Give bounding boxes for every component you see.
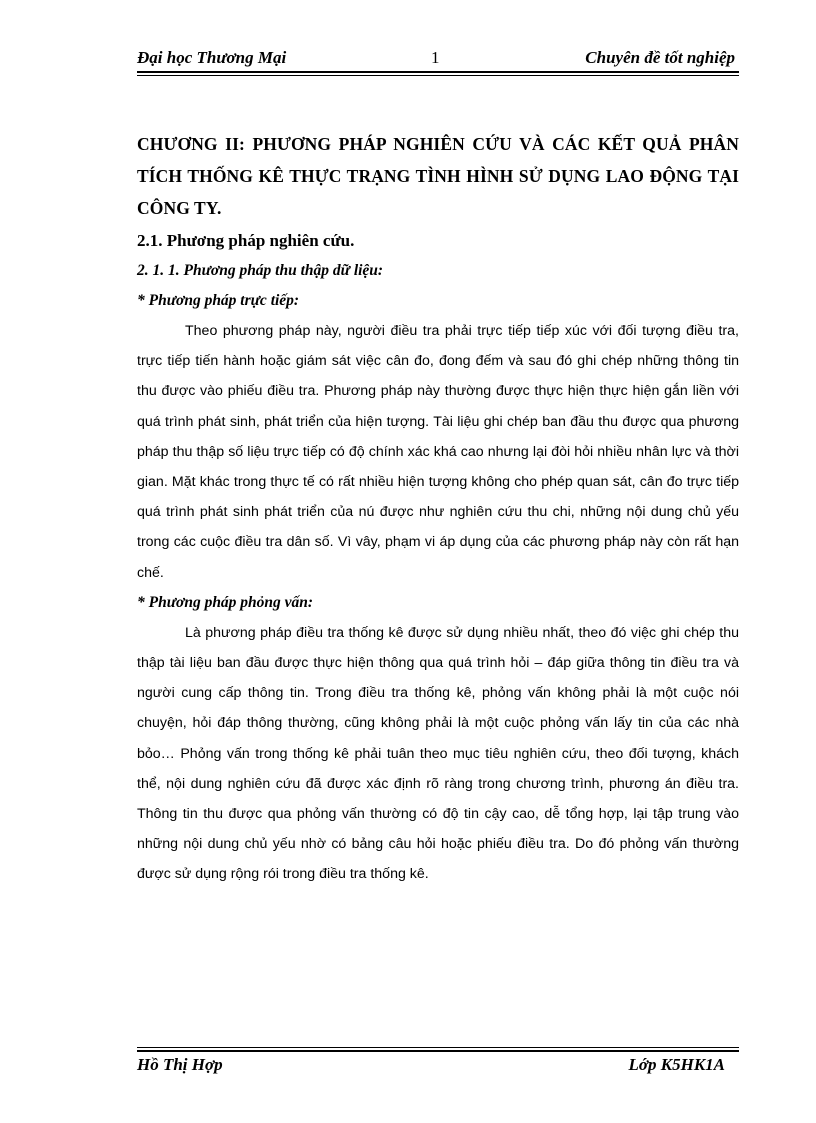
section-heading: 2.1. Phương pháp nghiên cứu. <box>137 231 355 250</box>
method-interview-paragraph: Là phương pháp điều tra thống kê được sử dụng nhiều nhất, theo đó việc ghi chép thu thập tài liệu ban đầu được thực hiện thông qua quá trình hỏi – đáp giữa thông tin điều tra và người cung cấp thông tin. Trong điều tra thống kê, phỏng vấn không phải là một cuộc nói chuyện, hỏi đáp thông thường, cũng không phải là một cuộc phỏng vấn lấy tin của các nhà bỏo… Phỏng vấn trong thống kê phải tuân theo mục tiêu nghiên cứu, theo đối tượng, khách thể, nội dung nghiên cứu đã được xác định rõ ràng trong chương trình, phương án điều tra. Thông tin thu được qua phỏng vấn thường có độ tin cậy cao, dễ tổng hợp, lại tập trung vào những nội dung chủ yếu nhờ có bảng câu hỏi hoặc phiếu điều tra. Do đó phỏng vấn thường được sử dụng rộng rói trong điều tra thống kê. <box>137 624 739 883</box>
method-interview-title: * Phương pháp phỏng vấn: <box>137 593 314 611</box>
chapter-title: CHƯƠNG II: PHƯƠNG PHÁP NGHIÊN CỨU VÀ CÁC KẾT QUẢ PHÂN TÍCH THỐNG KÊ THỰC TRẠNG TÌNH HÌNH SỬ DỤNG LAO ĐỘNG TẠI CÔNG TY. <box>137 134 739 218</box>
page-number: 1 <box>431 48 440 67</box>
footer-divider <box>137 1047 739 1052</box>
header-university: Đại học Thương Mại <box>137 48 287 67</box>
page-body <box>137 128 739 890</box>
footer-author: Hồ Thị Hợp <box>137 1055 223 1074</box>
method-direct-paragraph: Theo phương pháp này, người điều tra phải trực tiếp tiếp xúc với đối tượng điều tra, trực tiếp tiến hành hoặc giám sát việc cân đo, đong đếm và sau đó ghi chép những thông tin thu được vào phiếu điều tra. Phương pháp này thường được thực hiện thực hiện gắn liền với quá trình phát sinh, phát triển của hiện tượng. Tài liệu ghi chép ban đầu thu được qua phương pháp thu thập số liệu trực tiếp có độ chính xác khá cao nhưng lại đòi hỏi nhiều nhân lực và thời gian. Mặt khác trong thực tế có rất nhiều hiện tượng không cho phép quan sát, cân đo trực tiếp quá trình phát sinh phát triển của nú được như nghiên cứu thu chi, những nội dung chủ yếu trong các cuộc điều tra dân số. Vì vây, phạm vi áp dụng của các phương pháp này còn rất hạn chế. <box>137 323 739 581</box>
page-header <box>137 48 739 72</box>
header-divider <box>137 71 739 76</box>
method-direct-title: * Phương pháp trực tiếp: <box>137 292 300 309</box>
subsection-heading: 2. 1. 1. Phương pháp thu thập dữ liệu: <box>137 262 384 279</box>
header-document-type: Chuyên đề tốt nghiệp <box>585 48 735 67</box>
footer-class: Lớp K5HK1A <box>628 1055 725 1074</box>
